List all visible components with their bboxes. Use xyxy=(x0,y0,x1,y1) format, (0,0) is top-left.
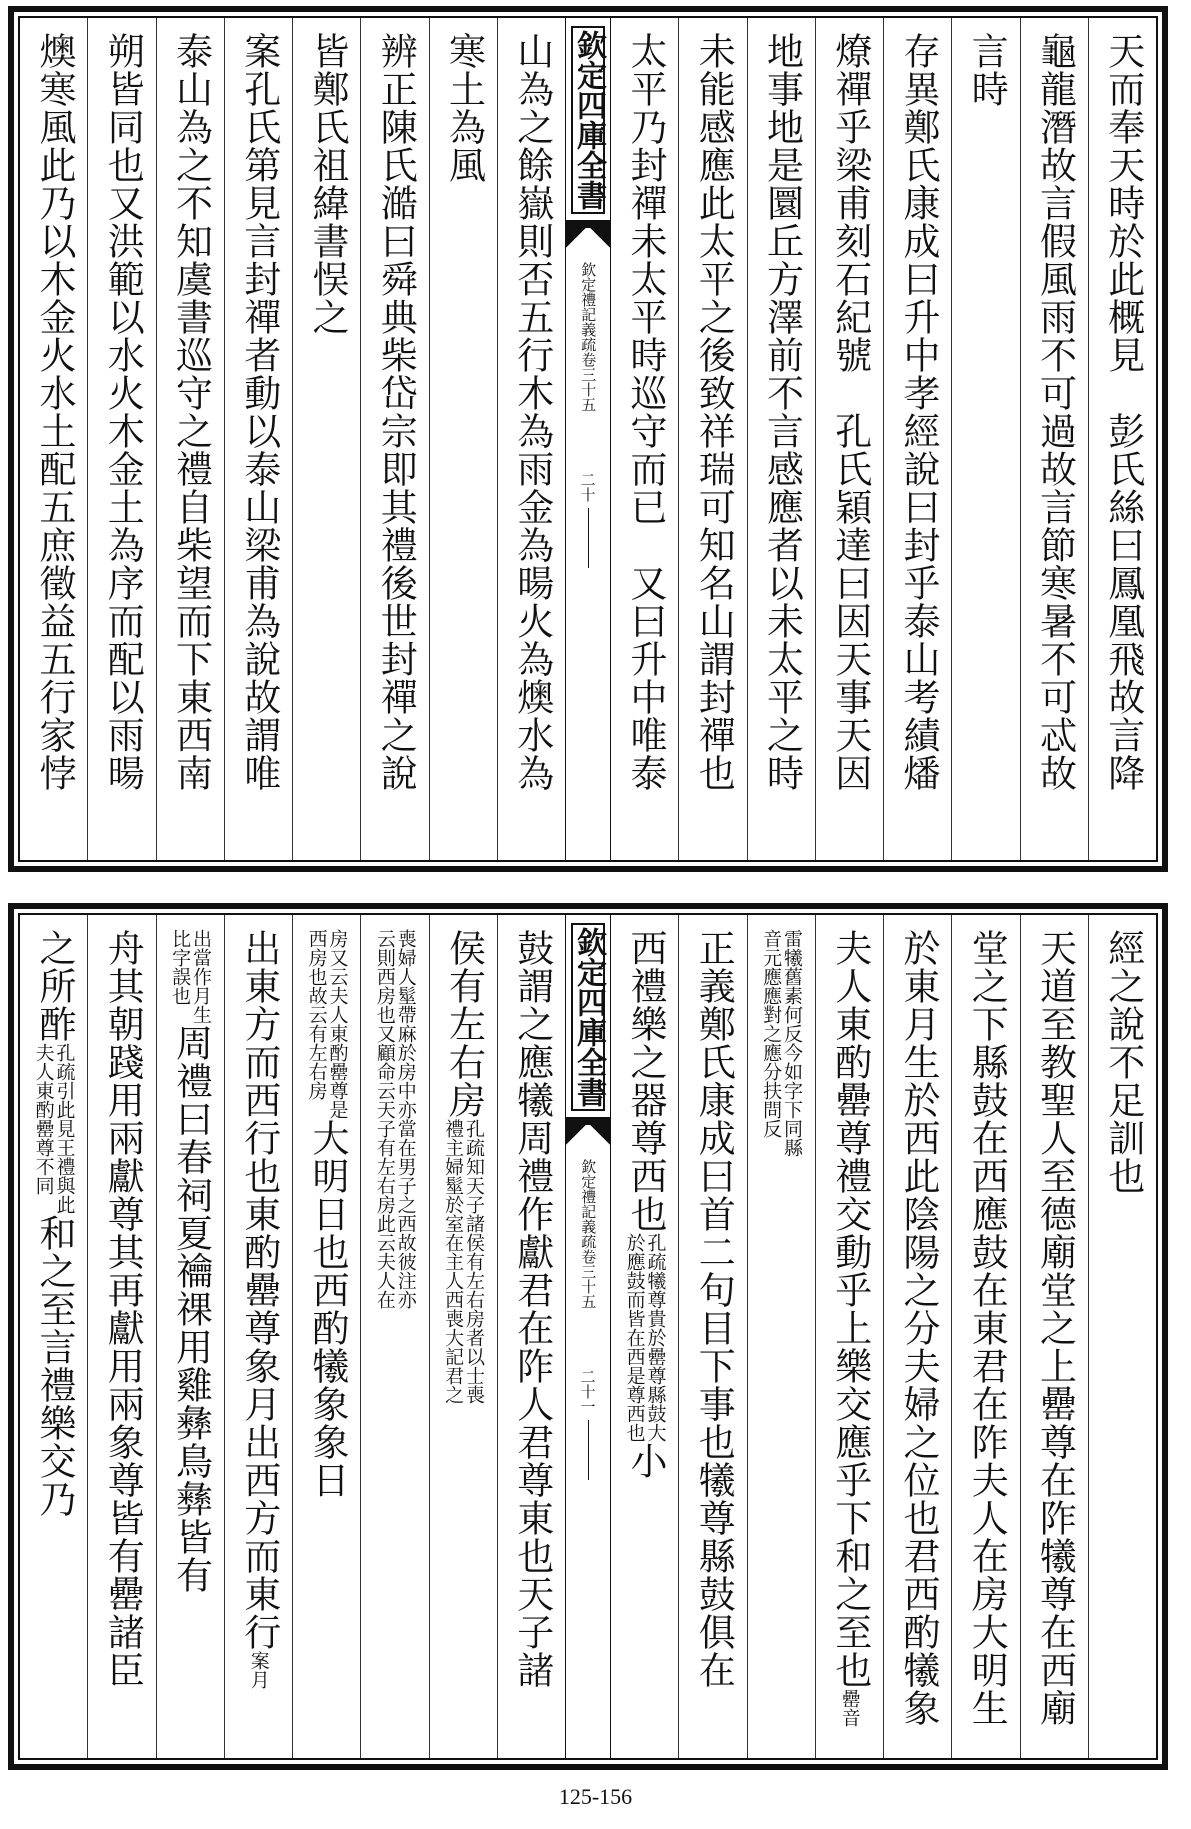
column-text: 天而奉天時於此概見 彭氏絲曰鳳凰飛故言降 xyxy=(1101,32,1145,792)
text-column xyxy=(611,915,678,1758)
top-page xyxy=(8,6,1168,872)
column-text: 大明日也西酌犧象象日 xyxy=(306,1119,350,1499)
annotation-pair xyxy=(374,929,416,1309)
column-text: 太平乃封禪未太平時巡守而已 又曰升中唯泰 xyxy=(624,32,668,792)
fishtail-mark xyxy=(566,1117,610,1147)
annotation-pair xyxy=(306,929,348,1119)
text-column xyxy=(87,915,155,1758)
text-column xyxy=(429,18,497,860)
text-column xyxy=(429,915,497,1758)
text-column xyxy=(951,18,1019,860)
column-text: 皆鄭氏祖緯書悮之 xyxy=(306,32,350,336)
text-column xyxy=(883,18,951,860)
column-text: 舟其朝踐用兩獻尊其再獻用兩象尊皆有罍諸臣 xyxy=(101,929,145,1689)
annotation-text: 孔疏知天子諸侯有左右房者以士喪 xyxy=(463,1119,486,1404)
column-text: 周禮曰春祠夏禴祼用雞彝鳥彝皆有 xyxy=(169,1024,213,1594)
text-column xyxy=(360,18,428,860)
annotation-text: 比字誤也 xyxy=(169,929,192,1005)
text-column xyxy=(815,18,883,860)
book-title: 欽定四庫全書 xyxy=(571,26,605,214)
annotation-pair xyxy=(169,929,211,1024)
column-text: 侯有左右房 xyxy=(442,929,486,1119)
annotation-pair xyxy=(624,1233,666,1442)
volume-label: 欽定禮記義疏卷三十五 xyxy=(579,262,598,412)
text-column xyxy=(1020,915,1088,1758)
annotation-text: 喪婦人髽帶麻於房中亦當在男子之西故彼注亦 xyxy=(394,929,417,1309)
annotation-text: 禮主婦髽於室在主人西喪大記君之 xyxy=(442,1119,465,1404)
text-column xyxy=(883,915,951,1758)
column-text: 和之至言禮樂交乃 xyxy=(33,1214,77,1518)
annotation-text: 房又云夫人東酌罍尊是 xyxy=(326,929,349,1119)
bottom-page-frame xyxy=(18,913,1158,1760)
annotation-text: 雷犧舊素何反今如字下同縣 xyxy=(781,929,804,1157)
volume-label: 欽定禮記義疏卷三十五 xyxy=(579,1159,598,1309)
column-text: 龜龍潛故言假風雨不可過故言節寒暑不可忒故 xyxy=(1033,32,1077,792)
column-text: 地事地是圜丘方澤前不言感應者以未太平之時 xyxy=(760,32,804,792)
text-column xyxy=(611,18,678,860)
text-column xyxy=(156,915,224,1758)
bottom-left-half xyxy=(20,915,565,1758)
column-text: 天道至教聖人至德廟堂之上罍尊在阼犧尊在西廟 xyxy=(1033,929,1077,1727)
bottom-page xyxy=(8,903,1168,1770)
text-column xyxy=(292,18,360,860)
text-column xyxy=(1020,18,1088,860)
column-text: 西禮樂之器尊西也 xyxy=(624,929,668,1233)
center-gutter xyxy=(565,915,611,1758)
annotation-pair xyxy=(442,1119,484,1404)
annotation-text: 出當作月生 xyxy=(190,929,213,1024)
text-column xyxy=(20,18,87,860)
annotation-text: 夫人東酌罍尊不同 xyxy=(32,1043,55,1195)
text-column xyxy=(292,915,360,1758)
column-text: 泰山為之不知虞書巡守之禮自柴望而下東西南 xyxy=(169,32,213,792)
text-column xyxy=(815,915,883,1758)
fishtail-mark xyxy=(566,220,610,250)
text-column xyxy=(497,18,565,860)
column-text: 寒土為風 xyxy=(442,32,486,184)
text-column xyxy=(87,18,155,860)
top-page-frame xyxy=(18,16,1158,862)
text-column xyxy=(20,915,87,1758)
column-text: 之所酢 xyxy=(33,929,77,1043)
annotation-pair xyxy=(760,929,802,1157)
column-text: 夫人東酌罍尊禮交動乎上樂交應乎下和之至也 xyxy=(828,929,872,1689)
bottom-right-half xyxy=(611,915,1156,1758)
text-column xyxy=(1088,915,1156,1758)
text-column xyxy=(951,915,1019,1758)
gutter-rule xyxy=(588,508,589,568)
text-column xyxy=(1088,18,1156,860)
column-text: 辨正陳氏澔曰舜典柴岱宗即其禮後世封禪之說 xyxy=(374,32,418,792)
column-text: 於東月生於西此陰陽之分夫婦之位也君西酌犧象 xyxy=(897,929,941,1727)
text-column xyxy=(497,915,565,1758)
text-column xyxy=(224,18,292,860)
column-text: 出東方而西行也東酌罍尊象月出西方而東行 xyxy=(237,929,281,1651)
annotation-text: 於應鼓而皆在西是尊西也 xyxy=(623,1233,646,1442)
top-right-half xyxy=(611,18,1156,860)
page-number-footer: 125-156 xyxy=(558,1784,633,1809)
book-title: 欽定四庫全書 xyxy=(571,923,605,1111)
text-column xyxy=(360,915,428,1758)
column-text: 經之說不足訓也 xyxy=(1101,929,1145,1195)
text-column xyxy=(747,18,815,860)
annotation-text: 孔疏引此見王禮與此 xyxy=(53,1043,76,1214)
annotation-text: 案月 xyxy=(247,1651,270,1689)
column-text: 存異鄭氏康成曰升中孝經說曰封乎泰山考績燔 xyxy=(897,32,941,792)
annotation-text: 云則西房也又顧命云天子有左右房此云夫人在 xyxy=(373,929,396,1309)
column-text: 山為之餘嶽則否五行木為雨金為暘火為燠水為 xyxy=(510,32,554,792)
column-text: 言時 xyxy=(965,32,1009,108)
column-text: 朔皆同也又洪範以水火木金土為序而配以雨暘 xyxy=(101,32,145,792)
annotation-text: 音元應應對之應分扶問反 xyxy=(760,929,783,1138)
center-gutter xyxy=(565,18,611,860)
text-column xyxy=(224,915,292,1758)
column-text: 案孔氏第見言封禪者動以泰山梁甫為說故謂唯 xyxy=(237,32,281,792)
annotation-text: 孔疏犧尊貴於罍尊縣鼓大 xyxy=(644,1233,667,1442)
gutter-rule xyxy=(588,1420,589,1480)
column-text: 燠寒風此乃以木金火水土配五庶徵益五行家悖 xyxy=(33,32,77,792)
column-text: 未能感應此太平之後致祥瑞可知名山謂封禪也 xyxy=(692,32,736,792)
folio-number: 二十 xyxy=(578,472,597,502)
column-text: 小 xyxy=(624,1442,668,1480)
text-column xyxy=(156,18,224,860)
annotation-text: 罍音 xyxy=(838,1689,861,1727)
top-left-half xyxy=(20,18,565,860)
text-column xyxy=(747,915,815,1758)
text-column xyxy=(678,18,746,860)
column-text: 燎禪乎梁甫刻石紀號 孔氏穎達曰因天事天因 xyxy=(828,32,872,792)
text-column xyxy=(678,915,746,1758)
annotation-pair xyxy=(33,1043,75,1214)
column-text: 鼓謂之應犧周禮作獻君在阼人君尊東也天子諸 xyxy=(510,929,554,1689)
column-text: 堂之下縣鼓在西應鼓在東君在阼夫人在房大明生 xyxy=(965,929,1009,1727)
folio-number: 二十一 xyxy=(578,1369,597,1414)
column-text: 正義鄭氏康成曰首二句目下事也犧尊縣鼓俱在 xyxy=(692,929,736,1689)
annotation-text: 西房也故云有左右房 xyxy=(305,929,328,1100)
